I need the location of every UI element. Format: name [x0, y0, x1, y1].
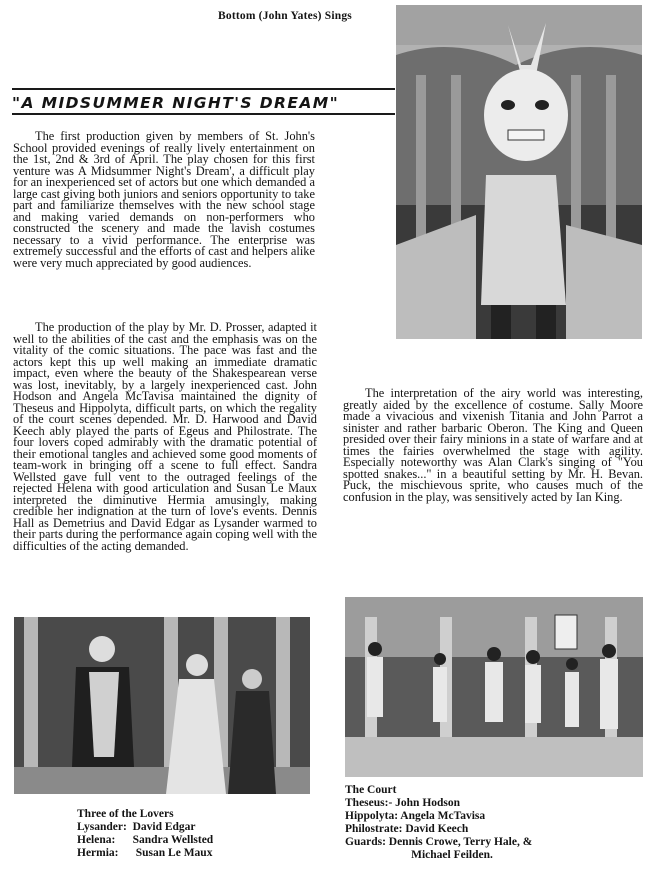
lovers-caption-line: Lysander: David Edgar: [77, 821, 196, 833]
court-caption-line: Theseus:- John Hodson: [345, 797, 461, 809]
three-lovers-photo: [14, 617, 310, 794]
court-caption-line: Philostrate: David Keech: [345, 823, 469, 835]
court-caption-line: Hippolyta: Angela McTavisa: [345, 810, 486, 822]
lovers-caption-heading: Three of the Lovers: [77, 808, 174, 820]
court-caption-line: Guards: Dennis Crowe, Terry Hale, &: [345, 836, 533, 848]
court-caption-heading: The Court: [345, 784, 397, 796]
article-paragraph-1: The first production given by members of St. John's School provided evenings of really lively entertainment on the 1st, 2nd & 3rd of April. The play chosen for this first venture was A Midsummer Night's Dream', a difficult play for an inexperienced set of actors but one which demanded a large cast giving both juniors and seniors opportunity to take part and familiarize themselves with the new school stage and making varied demands on non-performers who constructed the scenery and made the lavish costumes necessary to a vivid performance. The enterprise was extremely successful and the efforts of cast and helpers alike were very much appreciated by good audiences.: [13, 129, 315, 270]
article-paragraph-3: The interpretation of the airy world was interesting, greatly aided by the excellence of costume. Sally Moore made a vivacious and vixenish Titania and John Parrot a sinister and rather barbaric Oberon. The King and Queen presided over their fairy minions in a state of warfare and at times the fairies overwhelmed the stage with agility. Especially noteworthy was Alan Clark's singing of "You spotted snakes..." in a beautiful setting by Mr. H. Bevan. Puck, the mischievous sprite, who causes much of the confusion in the play, was sensitively acted by Ian King.: [343, 386, 643, 504]
title-rule-bottom: [12, 113, 395, 115]
lovers-caption-line: Helena: Sandra Wellsted: [77, 834, 214, 846]
bottom-donkey-photo: [396, 5, 642, 339]
bottom-photo-caption: Bottom (John Yates) Sings: [218, 10, 352, 22]
court-caption-line: Michael Feilden.: [345, 849, 493, 861]
court-photo: [345, 597, 643, 777]
article-title: "A MIDSUMMER NIGHT'S DREAM": [12, 94, 340, 112]
lovers-caption-line: Hermia: Susan Le Maux: [77, 847, 213, 859]
title-rule-top: [12, 88, 395, 90]
article-paragraph-2: The production of the play by Mr. D. Prosser, adapted it well to the abilities of the cast and the emphasis was on the vitality of the comic situations. The pace was fast and the actors kept this up well making an immediate dramatic impact, even where the beauty of the Shakespearean verse was lost, inevitably, by a largely inexperienced cast. John Hodson and Angela McTavisa maintained the dignity of Theseus and Hippolyta, difficult parts, on which the regality of the court scenes depended. Mr. D. Harwood and David Keech ably played the parts of Egeus and Philostrate. The four lovers coped admirably with the dramatic potential of their emotional tangles and achieved some good moments of team-work in bringing off a scene to full effect. Sandra Wellsted gave full vent to the outraged feelings of the rejected Helena with good articulation and Susan Le Maux interpreted the diminutive Hermia amusingly, making credible her indignation at the turn of love's events. Dennis Hall as Demetrius and David Edgar as Lysander warmed to their parts during the performance again coping well with the difficulties of the acting demanded.: [13, 320, 317, 553]
